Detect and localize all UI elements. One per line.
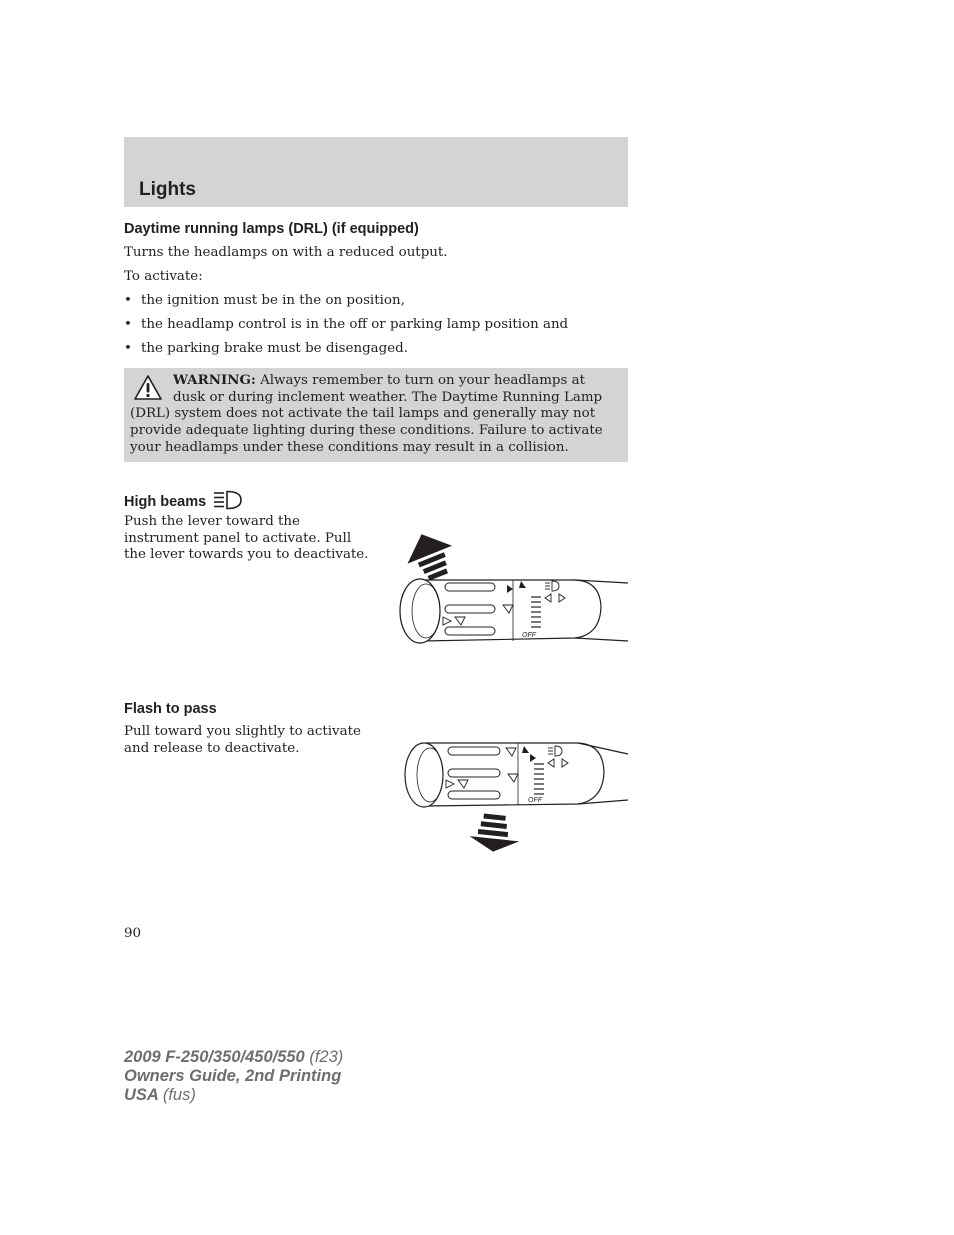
warning-line: your headlamps under these conditions may result in a collision. bbox=[130, 439, 569, 455]
warning-line: dusk or during inclement weather. The Daytime Running Lamp bbox=[173, 389, 603, 405]
lever-off-label: OFF bbox=[528, 797, 542, 804]
list-item bbox=[124, 317, 568, 332]
high-beam-icon bbox=[212, 490, 244, 510]
bullet-symbol: • bbox=[124, 317, 132, 332]
section-header-band bbox=[124, 137, 628, 207]
footer-guide: Owners Guide, 2nd Printing bbox=[124, 1067, 342, 1085]
high-beams-line: instrument panel to activate. Pull bbox=[124, 530, 352, 546]
high-beams-lever-illustration bbox=[395, 525, 630, 650]
list-item bbox=[124, 293, 405, 308]
flash-to-pass-heading: Flash to pass bbox=[124, 701, 217, 717]
bullet-symbol: • bbox=[124, 293, 132, 308]
footer bbox=[124, 1048, 343, 1105]
warning-label: WARNING: bbox=[173, 372, 256, 388]
warning-line: Always remember to turn on your headlamps at bbox=[260, 373, 585, 388]
drl-heading: Daytime running lamps (DRL) (if equipped) bbox=[124, 221, 419, 237]
bullet-text: the ignition must be in the on position, bbox=[141, 293, 405, 308]
warning-line: (DRL) system does not activate the tail lamps and generally may not bbox=[130, 406, 596, 422]
bullet-symbol: • bbox=[124, 341, 132, 356]
high-beams-heading-text: High beams bbox=[124, 494, 207, 510]
footer-model-code: (f23) bbox=[309, 1048, 344, 1066]
pull-arrow-icon bbox=[468, 812, 522, 854]
warning-text bbox=[130, 372, 614, 457]
warning-box bbox=[124, 368, 628, 462]
push-arrow-icon bbox=[399, 525, 461, 586]
flash-to-pass-lever-illustration bbox=[400, 738, 630, 854]
section-title: Lights bbox=[139, 179, 196, 200]
high-beams-heading bbox=[124, 490, 244, 510]
drl-intro: Turns the headlamps on with a reduced output. bbox=[124, 245, 448, 260]
lever-off-label: OFF bbox=[522, 632, 536, 639]
flash-to-pass-line: and release to deactivate. bbox=[124, 740, 300, 756]
high-beams-line: Push the lever toward the bbox=[124, 514, 300, 529]
high-beams-line: the lever towards you to deactivate. bbox=[124, 547, 369, 563]
drl-activate-label: To activate: bbox=[124, 269, 203, 284]
footer-region: USA bbox=[124, 1086, 159, 1104]
page-number: 90 bbox=[124, 926, 142, 941]
high-beams-text bbox=[124, 514, 369, 564]
footer-region-code: (fus) bbox=[162, 1086, 196, 1104]
flash-to-pass-text bbox=[124, 724, 361, 757]
list-item bbox=[124, 341, 408, 356]
footer-model: 2009 F-250/350/450/550 bbox=[124, 1048, 305, 1066]
flash-to-pass-line: Pull toward you slightly to activate bbox=[124, 724, 361, 739]
bullet-text: the parking brake must be disengaged. bbox=[141, 341, 408, 356]
warning-line: provide adequate lighting during these conditions. Failure to activate bbox=[130, 423, 603, 439]
bullet-text: the headlamp control is in the off or parking lamp position and bbox=[141, 317, 569, 332]
